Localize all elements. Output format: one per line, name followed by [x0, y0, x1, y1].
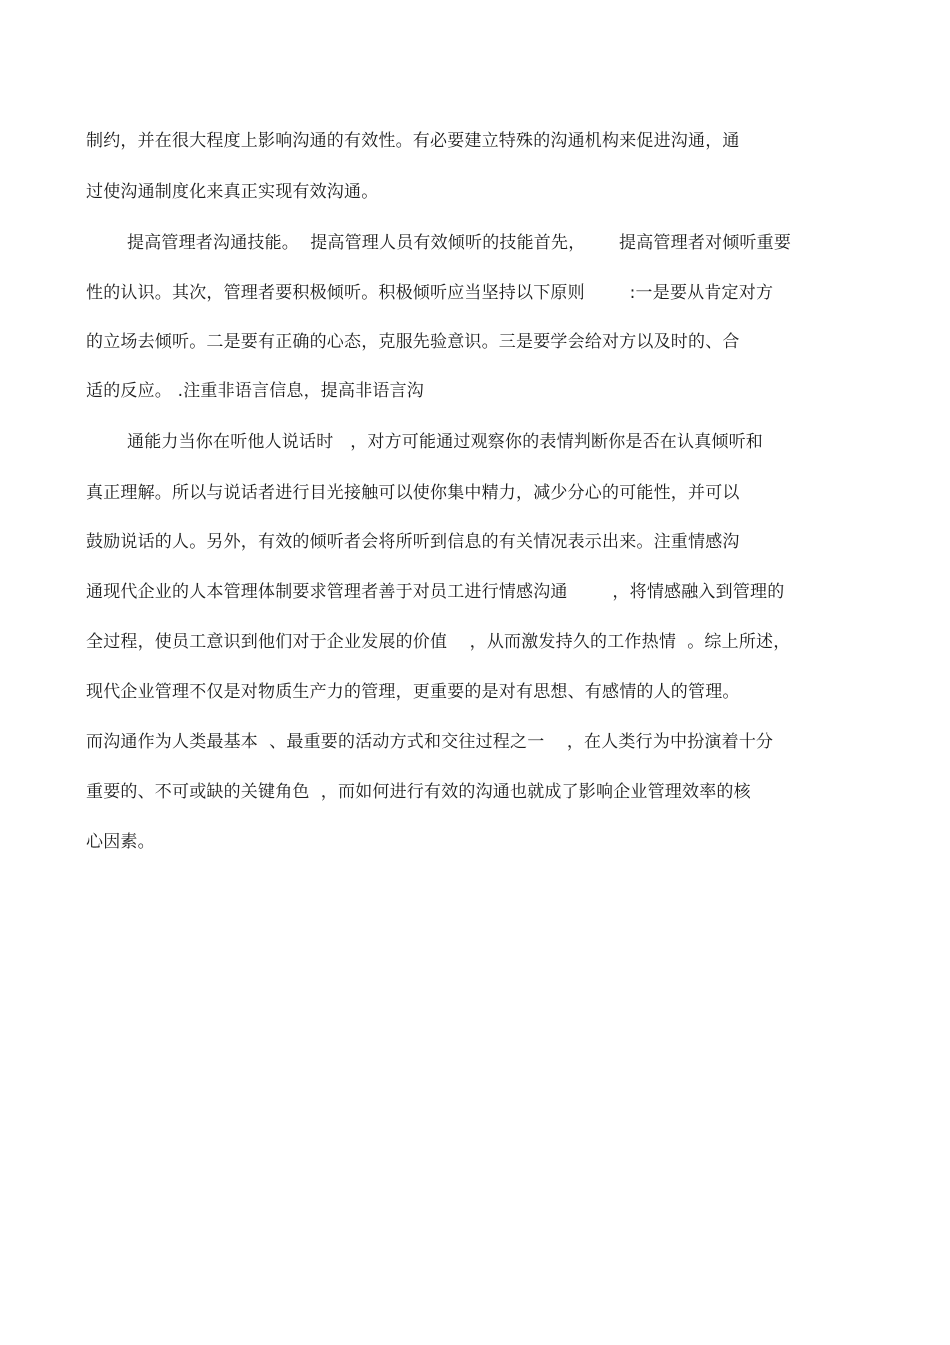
text-line: 而沟通作为人类最基本 、最重要的活动方式和交往过程之一 ，在人类行为中扮演着十分 [86, 732, 774, 752]
text-line: 现代企业管理不仅是对物质生产力的管理，更重要的是对有思想、有感情的人的管理。 [86, 682, 740, 702]
text-line: 真正理解。所以与说话者进行目光接触可以使你集中精力，减少分心的可能性，并可以 [86, 483, 740, 503]
text-line: 的立场去倾听。二是要有正确的心态，克服先验意识。三是要学会给对方以及时的、合 [86, 332, 740, 352]
text-line: 全过程，使员工意识到他们对于企业发展的价值 ，从而激发持久的工作热情 。综上所述， [86, 632, 791, 652]
text-line: 心因素。 [86, 832, 155, 852]
text-line: 过使沟通制度化来真正实现有效沟通。 [86, 182, 379, 202]
text-line: 制约，并在很大程度上影响沟通的有效性。有必要建立特殊的沟通机构来促进沟通，通 [86, 131, 740, 151]
text-line: 通现代企业的人本管理体制要求管理者善于对员工进行情感沟通 ，将情感融入到管理的 [86, 582, 785, 602]
text-line: 性的认识。其次，管理者要积极倾听。积极倾听应当坚持以下原则 :一是要从肯定对方 [86, 283, 774, 303]
text-line: 鼓励说话的人。另外，有效的倾听者会将所听到信息的有关情况表示出来。注重情感沟 [86, 532, 740, 552]
paragraph-start-line: 提高管理者沟通技能。 提高管理人员有效倾听的技能首先， 提高管理者对倾听重要 [127, 233, 792, 253]
text-line: 适的反应。 .注重非语言信息，提高非语言沟 [86, 381, 425, 401]
paragraph-start-line: 通能力当你在听他人说话时 ，对方可能通过观察你的表情判断你是否在认真倾听和 [127, 432, 764, 452]
text-line: 重要的、不可或缺的关键角色 ，而如何进行有效的沟通也就成了影响企业管理效率的核 [86, 782, 751, 802]
